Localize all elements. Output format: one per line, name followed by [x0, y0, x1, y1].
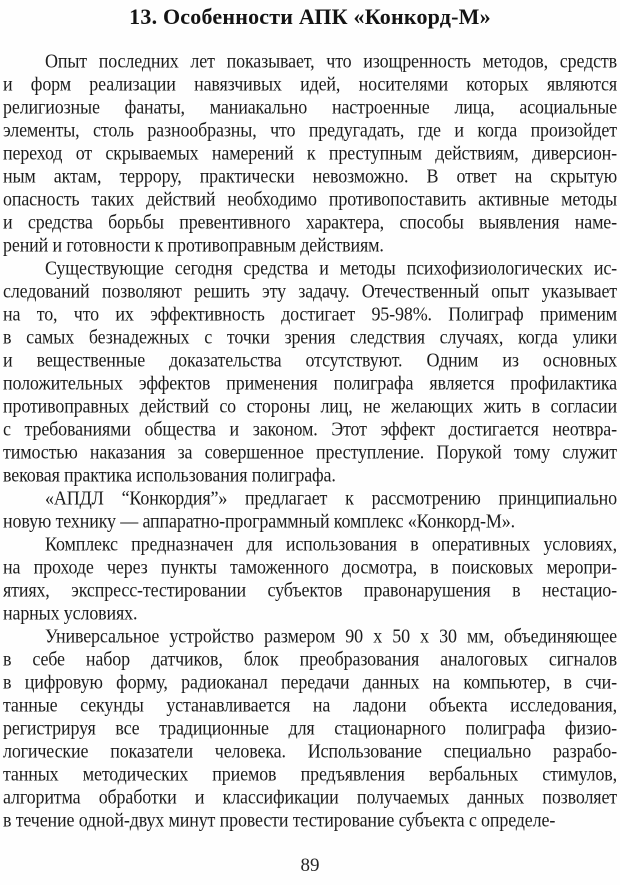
page-number: 89 [300, 855, 320, 876]
text-line: с требованиями общества и законом. Этот эффект достигается неотвра- [3, 417, 617, 441]
text-line: в течение одной-двух минут провести тестирование субъекта с определе- [3, 808, 556, 832]
text-line: «АПДЛ “Конкордия”» предлагает к рассмотрению принципиально [45, 486, 617, 510]
chapter-title: 13. Особенности АПК «Конкорд-М» [129, 4, 491, 29]
text-line: переход от скрываемых намерений к преступным действиям, диверсион- [3, 141, 617, 165]
text-line: Универсальное устройство размером 90 х 50 х 30 мм, объединяющее [45, 624, 617, 648]
text-line: нарных условиях. [3, 601, 138, 625]
text-line: и форм реализации навязчивых идей, носителями которых являются [3, 72, 617, 96]
text-line: логические показатели человека. Использование специально разрабо- [3, 739, 617, 763]
text-line: опасность таких действий необходимо противопоставить активные методы [3, 187, 617, 211]
text-line: в себе набор датчиков, блок преобразования аналоговых сигналов [3, 647, 617, 671]
text-line: в цифровую форму, радиоканал передачи данных на компьютер, в счи- [3, 670, 617, 694]
text-line: ным актам, террору, практически невозможно. В ответ на скрытую [3, 164, 617, 188]
text-line: и средства борьбы превентивного характера, способы выявления наме- [3, 210, 617, 234]
text-line: Опыт последних лет показывает, что изощренность методов, средств [45, 49, 617, 73]
text-line: положительных эффектов применения полиграфа является профилактика [3, 371, 617, 395]
text-line: рений и готовности к противоправным действиям. [3, 233, 384, 257]
text-line: и вещественные доказательства отсутствуют. Одним из основных [3, 348, 617, 372]
page-body [0, 50, 620, 832]
text-line: Комплекс предназначен для использования в оперативных условиях, [45, 532, 617, 556]
text-line: противоправных действий со стороны лиц, не желающих жить в согласии [3, 394, 617, 418]
text-line: Существующие сегодня средства и методы психофизиологических ис- [45, 256, 617, 280]
text-line: танные секунды устанавливается на ладони объекта исследования, [3, 693, 617, 717]
text-line: регистрируя все традиционные для стационарного полиграфа физио- [3, 716, 617, 740]
text-line: алгоритма обработки и классификации получаемых данных позволяет [3, 785, 617, 809]
text-line: в самых безнадежных с точки зрения следствия случаях, когда улики [3, 325, 617, 349]
text-line: танных методических приемов предъявления вербальных стимулов, [3, 762, 617, 786]
text-line: ятиях, экспресс-тестировании субъектов правонарушения в нестацио- [3, 578, 617, 602]
text-line: новую технику — аппаратно-программный комплекс «Конкорд-М». [3, 509, 515, 533]
text-line: элементы, столь разнообразны, что предугадать, где и когда произойдет [3, 118, 617, 142]
text-line: религиозные фанаты, маниакально настроенные лица, асоциальные [3, 95, 617, 119]
text-line: вековая практика использования полиграфа. [3, 463, 336, 487]
text-line: на то, что их эффективность достигает 95-98%. Полиграф применим [3, 302, 617, 326]
text-line: следований позволяют решить эту задачу. Отечественный опыт указывает [3, 279, 617, 303]
text-line: тимостью наказания за совершенное преступление. Порукой тому служит [3, 440, 617, 464]
text-line: на проходе через пункты таможенного досмотра, в поисковых меропри- [3, 555, 617, 579]
